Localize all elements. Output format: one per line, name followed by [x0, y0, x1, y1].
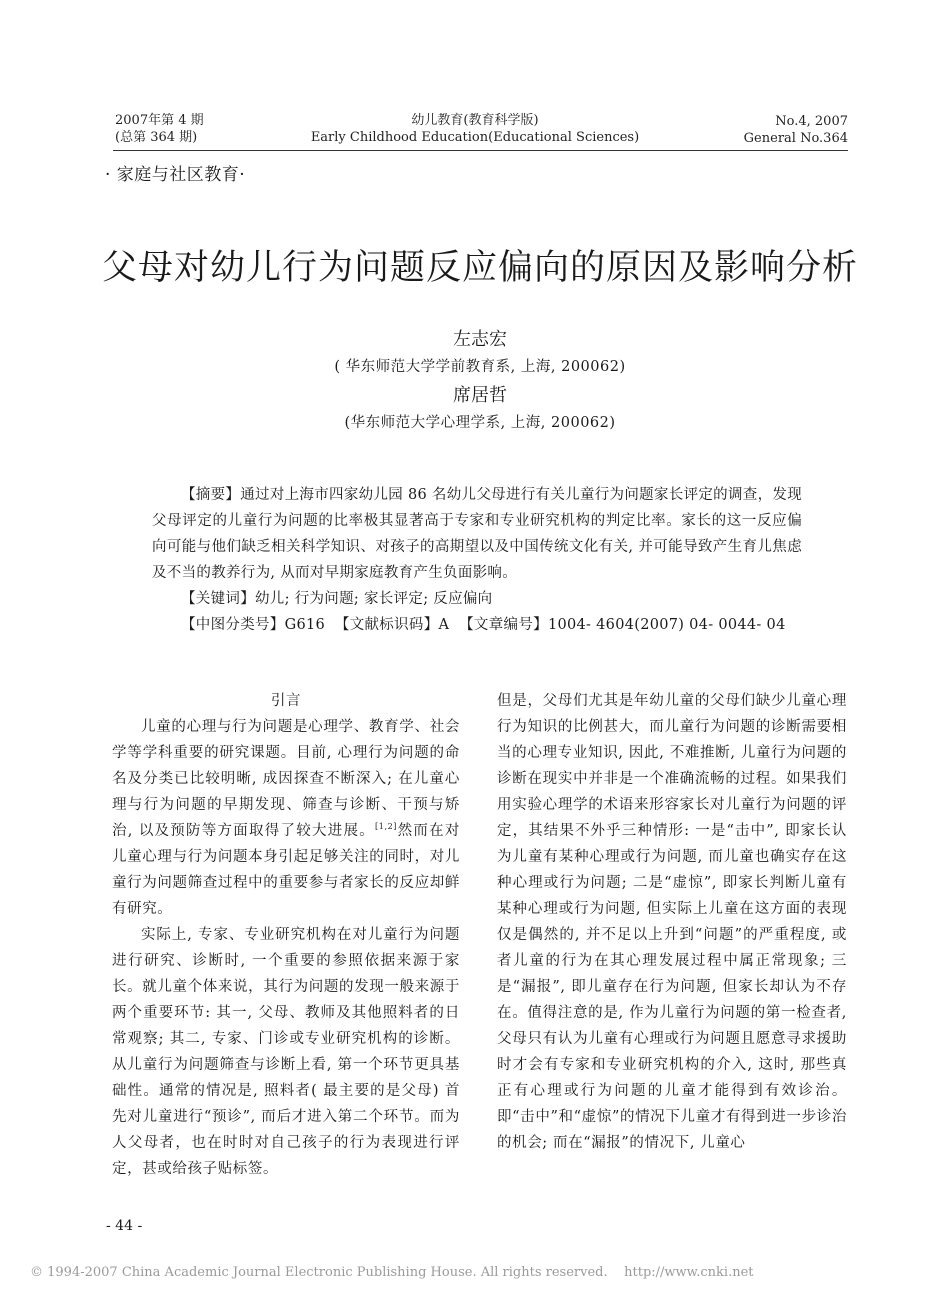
author-affiliation: (华东师范大学心理学系, 上海, 200062) [344, 415, 616, 431]
header-general-number-line: General No.364 [743, 131, 848, 146]
header-issue-info [115, 112, 204, 146]
header-journal-en: Early Childhood Education(Educational Sciences) [310, 130, 640, 145]
page-number: - 44 - [106, 1218, 143, 1234]
section-heading-introduction: 引言 [270, 693, 302, 709]
body-paragraph: 实际上, 专家、专业研究机构在对儿童行为问题进行研究、诊断时, 一个重要的参照依据来源于家长。就儿童个体来说，其行为问题的发现一般来源于两个重要环节: 其一, 父母、教师及其他照料者的日常观察; 其二, 专家、门诊或专业研究机构的诊断。从儿童行为问题筛查与诊断上看, 第一个环节更具基础性。通常的情况是, 照料者( 最主要的是父母) 首先对儿童进行“预诊”, 而后才进入第二个环节。而为人父母者，也在时时对自己孩子的行为表现进行评定，甚或给孩子贴标签。 [112, 927, 460, 1177]
body-paragraph [112, 714, 460, 922]
header-journal-cn: 幼儿教育(教育科学版) [411, 113, 539, 128]
article-number-label: 【文章编号】 [459, 617, 548, 633]
keywords-text: 幼儿; 行为问题; 家长评定; 反应偏向 [255, 591, 493, 607]
section-tag: · 家庭与社区教育· [105, 165, 246, 185]
author-affiliation: ( 华东师范大学学前教育系, 上海, 200062) [334, 359, 626, 375]
abstract-paragraph [152, 482, 802, 586]
doc-code-label: 【文献标识码】 [334, 617, 439, 633]
body-text: 然而在对儿童心理与行为问题本身引起足够关注的同时，对儿童行为问题筛查过程中的重要参与者家长的反应却鲜有研究。 [112, 823, 460, 917]
body-paragraph: 但是，父母们尤其是年幼儿童的父母们缺少儿童心理行为知识的比例甚大，而儿童行为问题的诊断需要相当的心理专业知识, 因此, 不难推断, 儿童行为问题的诊断在现实中并非是一个准确流畅的过程。如果我们用实验心理学的术语来形容家长对儿童行为问题的评定，其结果不外乎三种情形: 一是“击中”, 即家长认为儿童有某种心理或行为问题, 而儿童也确实存在这种心理或行为问题; 二是“虚惊”, 即家长判断儿童有某种心理或行为问题, 但实际上儿童在这方面的表现仅是偶然的, 并不足以上升到“问题”的严重程度, 或者儿童的行为在其心理发展过程中属正常现象; 三是“漏报”, 即儿童存在行为问题, 但家长却认为不存在。值得注意的是, 作为儿童行为问题的第一检查者, 父母只有认为儿童有心理或行为问题且愿意寻求援助时才会有专家和专业研究机构的介入, 这时, 那些真正有心理或行为问题的儿童才能得到有效诊治。即“击中”和“虚惊”的情况下儿童才有得到进一步诊治的机会; 而在“漏报”的情况下, 儿童心 [497, 693, 847, 1151]
body-text: 儿童的心理与行为问题是心理学、教育学、社会学等学科重要的研究课题。目前, 心理行为问题的命名及分类已比较明晰, 成因探查不断深入; 在儿童心理与行为问题的早期发现、筛查与诊断、干预与矫治, 以及预防等方面取得了较大进展。 [112, 719, 460, 839]
doc-code-value: A [438, 617, 450, 633]
body-column-left [112, 688, 460, 1182]
header-issue-line: 2007年第 4 期 [115, 113, 204, 128]
abstract-text: 通过对上海市四家幼儿园 86 名幼儿父母进行有关儿童行为问题家长评定的调查，发现父母评定的儿童行为问题的比率极其显著高于专家和专业研究机构的判定比率。家长的这一反应偏向可能与他们缺乏相关科学知识、对孩子的高期望以及中国传统文化有关, 并可能导致产生育儿焦虑及不当的教养行为, 从而对早期家庭教育产生负面影响。 [152, 487, 802, 581]
class-value: G616 [284, 617, 326, 633]
article-number-value: 1004- 4604(2007) 04- 0044- 04 [547, 617, 786, 633]
citation-ref: [1,2] [375, 822, 397, 832]
abstract-label: 【摘要】 [181, 487, 241, 503]
author-name: 左志宏 [453, 329, 507, 350]
keywords-line [152, 586, 802, 612]
author-name: 席居哲 [453, 385, 507, 406]
keywords-label: 【关键词】 [181, 591, 255, 607]
body-column-right [497, 688, 847, 1156]
header-issue-number [744, 113, 848, 147]
abstract-block [152, 482, 802, 638]
header-divider [113, 150, 848, 151]
header-number-line: No.4, 2007 [775, 114, 848, 129]
header-total-issue-line: (总第 364 期) [115, 130, 198, 145]
article-title: 父母对幼儿行为问题反应偏向的原因及影响分析 [101, 248, 858, 288]
copyright-footer: © 1994-2007 China Academic Journal Electronic Publishing House. All rights reserved. http://www.cnki.net [30, 1265, 754, 1280]
header-journal-name [300, 112, 650, 146]
classification-line [152, 612, 802, 638]
class-label: 【中图分类号】 [181, 617, 285, 633]
